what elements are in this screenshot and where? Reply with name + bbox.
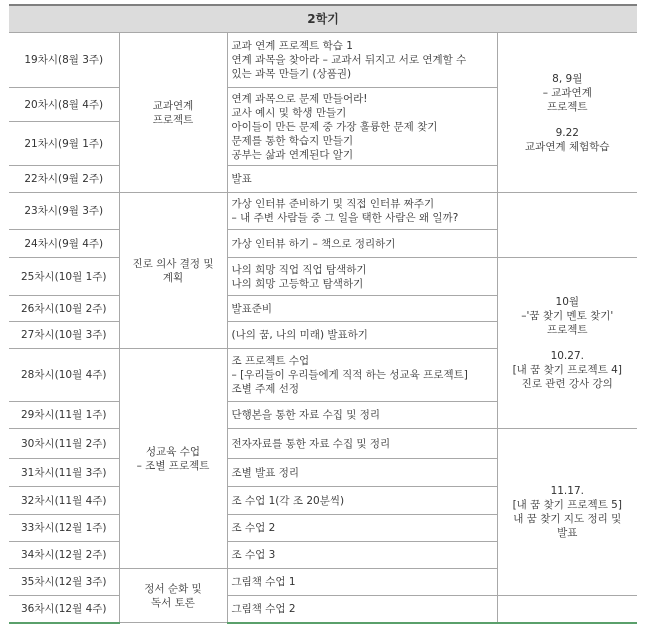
content-cell: 교과 연계 프로젝트 학습 1 연계 과목을 찾아라 – 교과서 뒤지고 서로 연계할 수 있는 과목 만들기 (상품권) [227,33,497,88]
session-cell: 22차시(9월 2주) [9,166,119,193]
table-row [9,596,637,623]
content-cell: 가상 인터뷰 준비하기 및 직접 인터뷰 짜주기 – 내 주변 사람들 중 그 일을 택한 사람은 왜 일까? [227,193,497,230]
topic-cell: 진로 의사 결정 및 계획 [119,193,227,349]
session-cell: 28차시(10월 4주) [9,349,119,402]
session-cell: 25차시(10월 1주) [9,258,119,296]
table-row [9,193,637,230]
note-cell [497,429,637,596]
content-cell: 발표준비 [227,296,497,322]
table-row [9,33,637,88]
session-cell: 33차시(12월 1주) [9,515,119,542]
content-cell: 단행본을 통한 자료 수집 및 정리 [227,402,497,429]
session-cell: 23차시(9월 3주) [9,193,119,230]
session-cell: 35차시(12월 3주) [9,569,119,596]
session-cell: 32차시(11월 4주) [9,487,119,515]
session-cell: 26차시(10월 2주) [9,296,119,322]
content-cell: 그림책 수업 1 [227,569,497,596]
content-cell: 발표 [227,166,497,193]
note-cell [497,33,637,193]
content-cell: 조 수업 3 [227,542,497,569]
session-cell: 36차시(12월 4주) [9,596,119,623]
content-cell: 그림책 수업 2 [227,596,497,623]
table-row [9,258,637,296]
note-text: 8, 9월 – 교과연계 프로젝트 [542,72,592,113]
content-cell: 조 수업 2 [227,515,497,542]
session-cell: 27차시(10월 3주) [9,322,119,349]
topic-cell: 성교육 수업 – 조별 프로젝트 [119,349,227,569]
topic-cell: 정서 순화 및 독서 토론 [119,569,227,623]
note-text: 10월 –'꿈 찾기 멘토 찾기' 프로젝트 [521,296,614,336]
session-cell: 20차시(8월 4주) [9,88,119,122]
content-cell: 가상 인터뷰 하기 – 책으로 정리하기 [227,230,497,258]
session-cell: 29차시(11월 1주) [9,402,119,429]
session-cell: 19차시(8월 3주) [9,33,119,88]
note-text: 9.22 교과연계 체험학습 [525,126,610,153]
note-text: 11.17. [내 꿈 찾기 프로젝트 5] 내 꿈 찾기 지도 정리 및 발표 [512,485,622,539]
semester-title: 2학기 [9,5,637,33]
content-cell: 전자자료를 통한 자료 수집 및 정리 [227,429,497,459]
content-cell: 조별 발표 정리 [227,459,497,487]
table-row [9,429,637,459]
semester-schedule-table [9,4,637,624]
note-cell [497,258,637,429]
content-cell: 연계 과목으로 문제 만들어라! 교사 예시 및 학생 만들기 아이들이 만든 문제 중 가장 훌륭한 문제 찾기 문제를 통한 학습지 만들기 공부는 삶과 연계된다 알기 [227,88,497,166]
content-cell: 나의 희망 직업 직업 탐색하기 나의 희망 고등학고 탐색하기 [227,258,497,296]
topic-cell: 교과연계 프로젝트 [119,33,227,193]
session-cell: 24차시(9월 4주) [9,230,119,258]
content-cell: 조 프로젝트 수업 – [우리들이 우리들에게 직적 하는 성교육 프로젝트] 조별 주제 선정 [227,349,497,402]
session-cell: 21차시(9월 1주) [9,122,119,166]
content-cell: (나의 꿈, 나의 미래) 발표하기 [227,322,497,349]
content-cell: 조 수업 1(각 조 20분씩) [227,487,497,515]
session-cell: 30차시(11월 2주) [9,429,119,459]
session-cell: 34차시(12월 2주) [9,542,119,569]
note-cell-empty [497,596,637,623]
table-header-row [9,5,637,33]
session-cell: 31차시(11월 3주) [9,459,119,487]
note-cell-empty [497,193,637,258]
note-text: 10.27. [내 꿈 찾기 프로젝트 4] 진로 관련 강사 강의 [512,350,622,390]
